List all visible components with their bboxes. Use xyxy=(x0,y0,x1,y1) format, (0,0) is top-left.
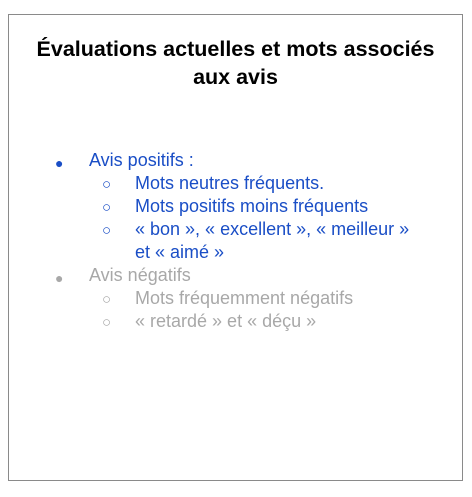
slide xyxy=(8,14,463,481)
sub-bullet-negative-words: Mots fréquemment négatifs xyxy=(135,288,354,308)
slide-title xyxy=(9,35,462,91)
bullet-positive-reviews: Avis positifs : xyxy=(89,150,194,170)
bullet-negative-reviews: Avis négatifs xyxy=(89,265,191,285)
sub-bullet-positive-words: Mots positifs moins fréquents xyxy=(135,196,369,216)
sub-bullet-example-words: « bon », « excellent », « meilleur » xyxy=(135,219,410,239)
sub-bullet-neutral-words: Mots neutres fréquents. xyxy=(135,173,325,193)
sub-bullet-circle-icon: ○ xyxy=(102,176,112,193)
sub-bullet-circle-icon: ○ xyxy=(102,314,112,331)
slide-title-line-1: Évaluations actuelles et mots associés xyxy=(36,37,435,61)
sub-bullet-circle-icon: ○ xyxy=(102,291,112,308)
slide-title-line-2: aux avis xyxy=(193,65,278,89)
sub-bullet-negative-examples: « retardé » et « déçu » xyxy=(135,311,317,331)
bullet-disc-icon: ● xyxy=(55,270,64,286)
sub-bullet-example-words-continued: et « aimé » xyxy=(135,242,225,262)
sub-bullet-circle-icon: ○ xyxy=(102,199,112,216)
sub-bullet-circle-icon: ○ xyxy=(102,222,112,239)
bullet-disc-icon: ● xyxy=(55,155,64,171)
